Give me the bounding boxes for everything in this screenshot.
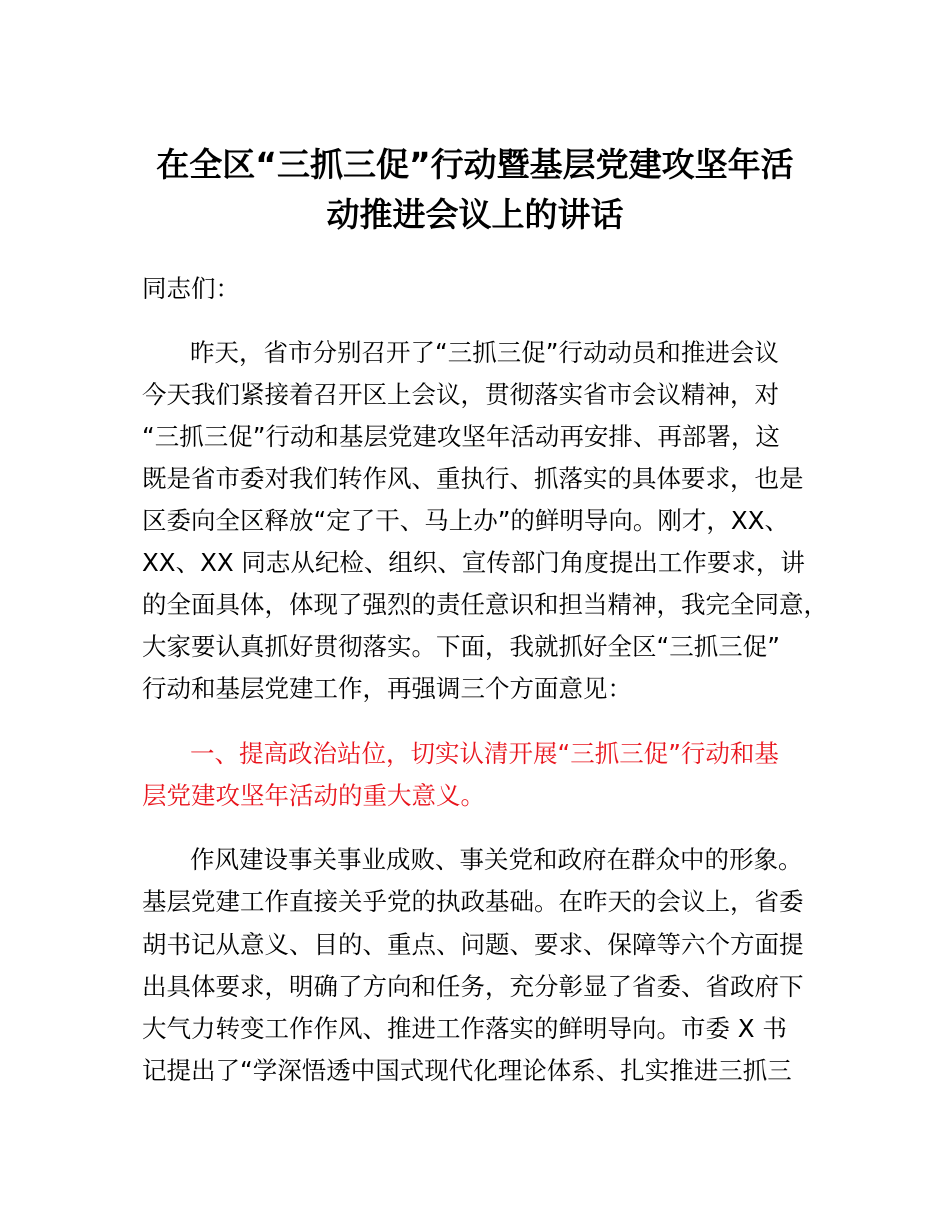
paragraph-1-line: 区委向全区释放“定了干、马上办”的鲜明导向。刚才，XX、 bbox=[142, 506, 789, 535]
paragraph-1-line: 既是省市委对我们转作风、重执行、抓落实的具体要求，也是 bbox=[142, 464, 804, 493]
paragraph-2-line: 记提出了“学深悟透中国式现代化理论体系、扎实推进三抓三 bbox=[142, 1056, 792, 1085]
paragraph-1-line: “三抓三促”行动和基层党建攻坚年活动再安排、再部署，这 bbox=[142, 422, 780, 451]
paragraph-1-line: 昨天，省市分别召开了“三抓三促”行动动员和推进会议 bbox=[190, 338, 779, 367]
paragraph-1-line: 大家要认真抓好贯彻落实。下面，我就抓好全区“三抓三促” bbox=[142, 632, 780, 661]
paragraph-2-line: 胡书记从意义、目的、重点、问题、要求、保障等六个方面提 bbox=[142, 930, 804, 959]
section-heading-1-line: 一、提高政治站位，切实认清开展“三抓三促”行动和基 bbox=[190, 739, 779, 768]
paragraph-2-line: 作风建设事关事业成败、事关党和政府在群众中的形象。 bbox=[190, 845, 803, 874]
document-title-line-1: 在全区“三抓三促”行动暨基层党建攻坚年活 bbox=[156, 145, 794, 184]
paragraph-1-line: 今天我们紧接着召开区上会议，贯彻落实省市会议精神，对 bbox=[142, 380, 779, 409]
paragraph-1-line: 的全面具体，体现了强烈的责任意识和担当精神，我完全同意， bbox=[142, 590, 828, 619]
paragraph-1-line: 行动和基层党建工作，再强调三个方面意见： bbox=[142, 674, 632, 703]
paragraph-2-line: 基层党建工作直接关乎党的执政基础。在昨天的会议上，省委 bbox=[142, 887, 804, 916]
paragraph-2-line: 出具体要求，明确了方向和任务，充分彰显了省委、省政府下 bbox=[142, 972, 804, 1001]
salutation: 同志们： bbox=[142, 274, 240, 303]
paragraph-2-line: 大气力转变工作作风、推进工作落实的鲜明导向。市委 X 书 bbox=[142, 1014, 787, 1043]
paragraph-1-line: XX、XX 同志从纪检、组织、宣传部门角度提出工作要求，讲 bbox=[142, 548, 805, 577]
section-heading-1-line: 层党建攻坚年活动的重大意义。 bbox=[142, 781, 485, 810]
document-title-line-2: 动推进会议上的讲话 bbox=[326, 195, 624, 234]
